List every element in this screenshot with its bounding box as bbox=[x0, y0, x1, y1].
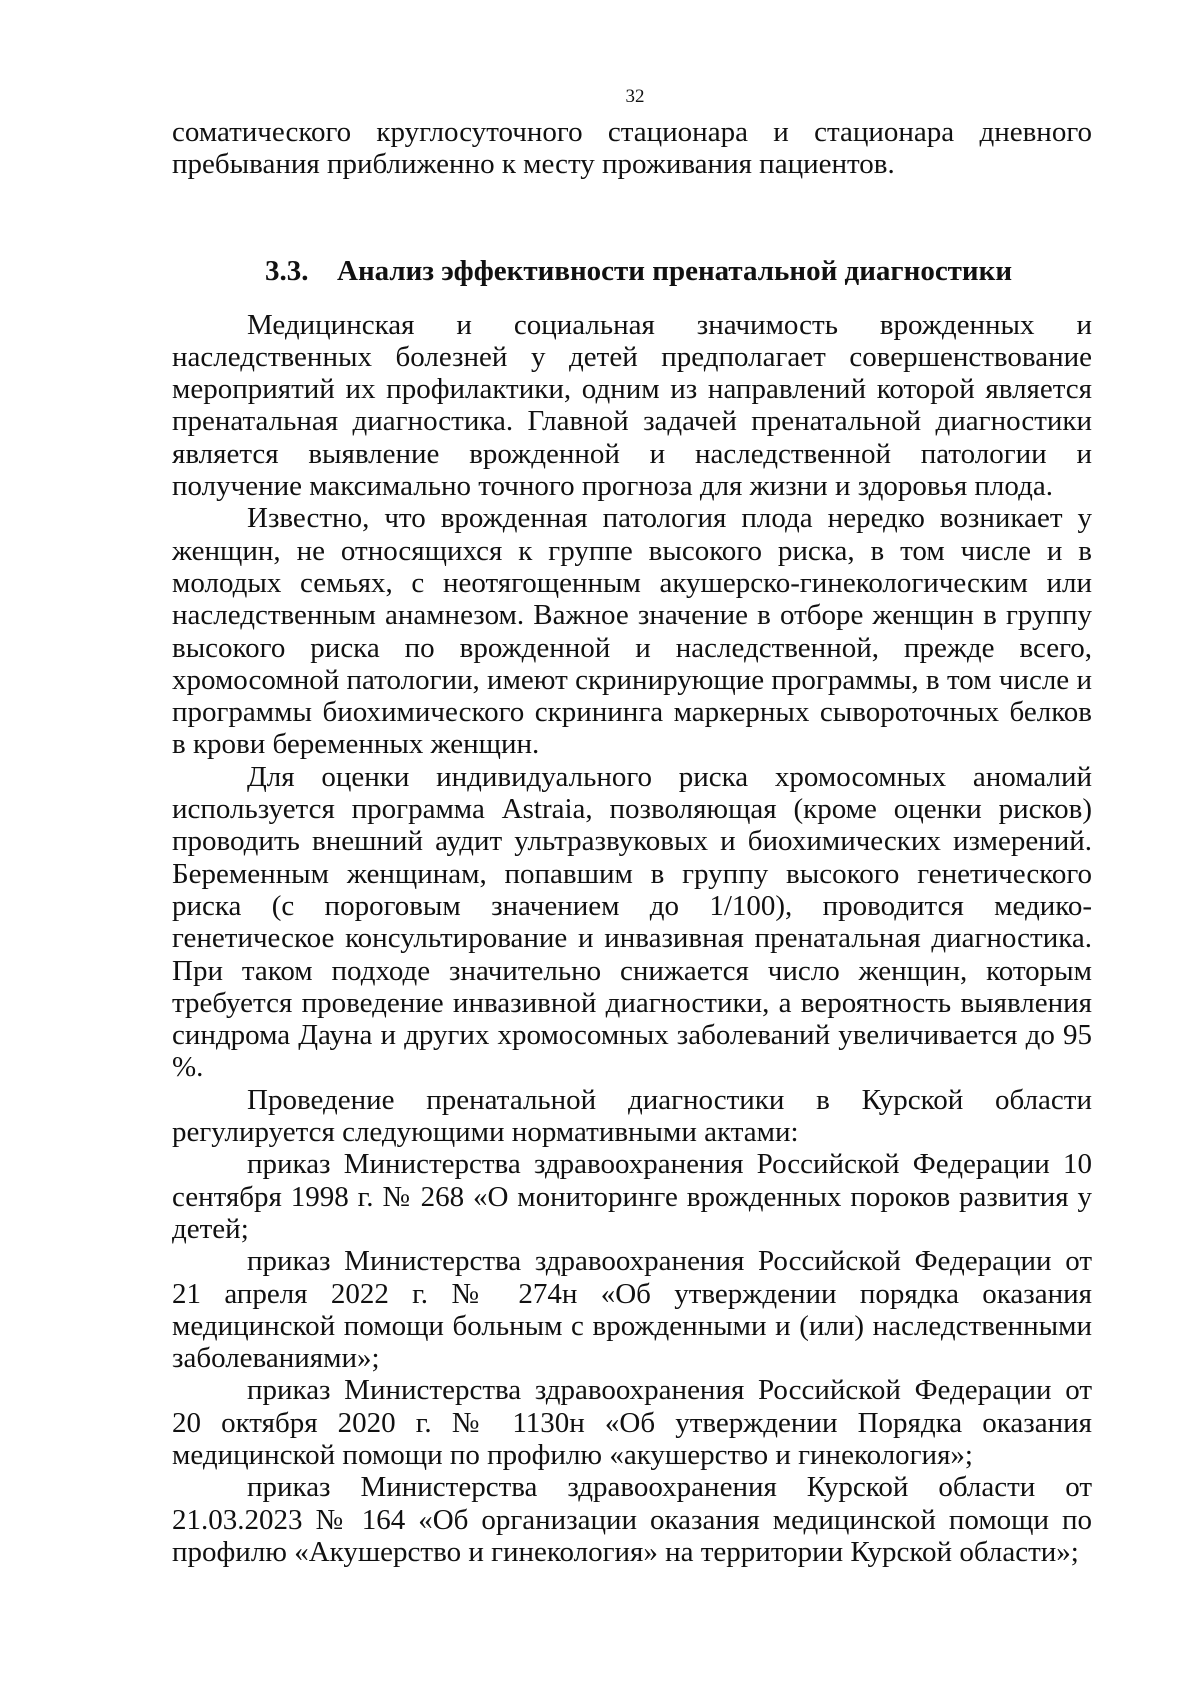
paragraph-significance: Медицинская и социальная значимость врожденных и наследственных болезней у детей предполагает совершенствование мероприятий их профилактики, одним из направлений которой является пренатальная диагностика. Главной задачей пренатальной диагностики является выявление врожденной и наследственной патологии и получение максимально точного прогноза для жизни и здоровья плода. bbox=[172, 308, 1092, 503]
section-number: 3.3. bbox=[265, 254, 309, 287]
paragraph-risk-groups: Известно, что врожденная патология плода нередко возникает у женщин, не относящихся к группе высокого риска, в том числе и в молодых семьях, с неотягощенным акушерско-гинекологическим или наследственным анамнезом. Важное значение в отборе женщин в группу высокого риска по врожденной и наследственной, прежде всего, хромосомной патологии, имеют скринирующие программы, в том числе и программы биохимического скрининга маркерных сывороточных белков в крови беременных женщин. bbox=[172, 502, 1092, 761]
section-heading bbox=[172, 255, 1092, 287]
regulation-item: приказ Министерства здравоохранения Курской области от 21.03.2023 № 164 «Об организации оказания медицинской помощи по профилю «Акушерство и гинекология» на территории Курской области»; bbox=[172, 1471, 1092, 1568]
paragraph-regulation: Проведение пренатальной диагностики в Курской области регулируется следующими нормативными актами: bbox=[172, 1083, 1092, 1149]
regulation-item: приказ Министерства здравоохранения Российской Федерации от 20 октября 2020 г. № 1130н «Об утверждении Порядка оказания медицинской помощи по профилю «акушерство и гинекология»; bbox=[172, 1374, 1092, 1471]
regulation-item: приказ Министерства здравоохранения Российской Федерации 10 сентября 1998 г. № 268 «О мониторинге врожденных пороков развития у детей; bbox=[172, 1148, 1092, 1245]
page-number: 32 bbox=[625, 86, 645, 107]
intro-paragraph: соматического круглосуточного стационара и стационара дневного пребывания приближенно к месту проживания пациентов. bbox=[172, 116, 1092, 181]
page-content bbox=[172, 116, 1092, 1568]
section-title: Анализ эффективности пренатальной диагностики bbox=[337, 254, 1013, 287]
regulation-item: приказ Министерства здравоохранения Российской Федерации от 21 апреля 2022 г. № 274н «Об утверждении порядка оказания медицинской помощи больным с врожденными и (или) наследственными заболеваниями»; bbox=[172, 1245, 1092, 1375]
paragraph-astraia: Для оценки индивидуального риска хромосомных аномалий используется программа Astraia, позволяющая (кроме оценки рисков) проводить внешний аудит ультразвуковых и биохимических измерений. Беременным женщинам, попавшим в группу высокого генетического риска (с пороговым значением до 1/100), проводится медико-генетическое консультирование и инвазивная пренатальная диагностика. При таком подходе значительно снижается число женщин, которым требуется проведение инвазивной диагностики, а вероятность выявления синдрома Дауна и других хромосомных заболеваний увеличивается до 95 %. bbox=[172, 760, 1092, 1084]
